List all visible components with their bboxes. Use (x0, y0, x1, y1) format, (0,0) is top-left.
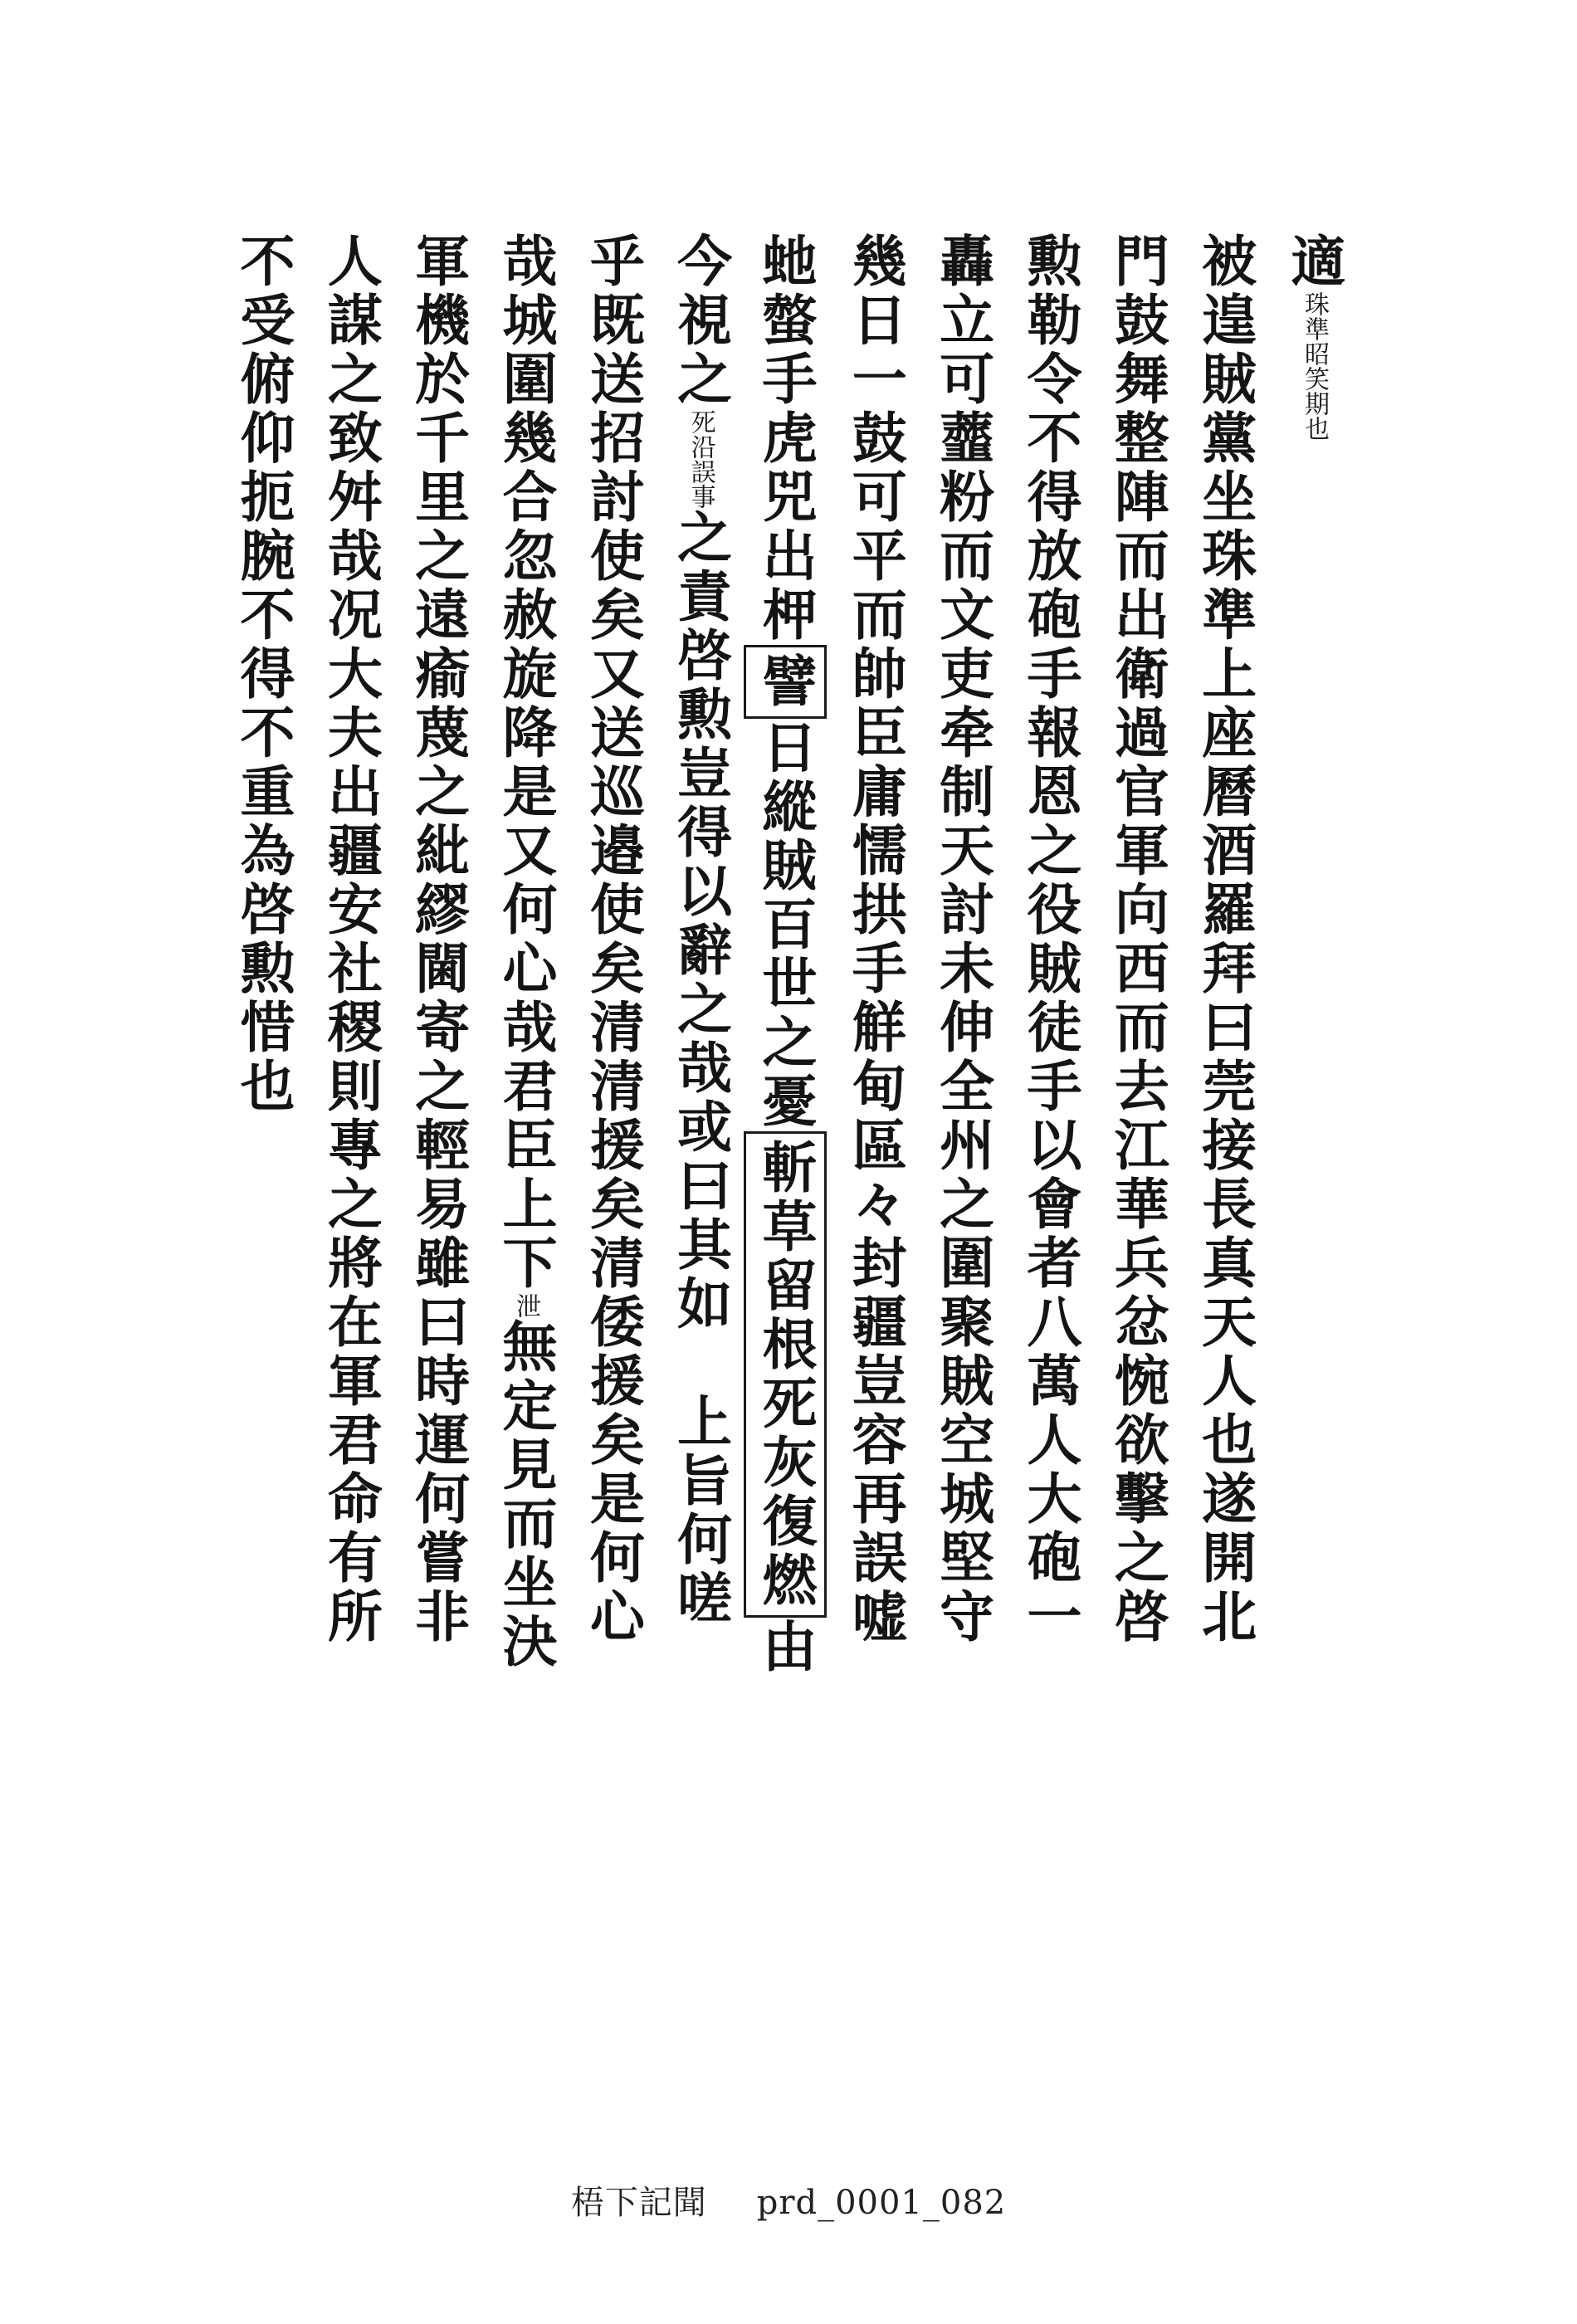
text-column-8 (662, 232, 740, 1859)
column-1-text: 適 (1281, 232, 1346, 291)
text-column-7 (749, 232, 827, 1859)
column-5-text: 轟立可虀粉而文吏牵制天討未伸全州之圍聚賊空城堅守 (930, 232, 995, 1647)
boxed-correction-a: 譬 (744, 645, 827, 719)
column-1-annotation: 珠準昭笑期也 (1299, 291, 1329, 441)
text-column-5 (924, 232, 1002, 1859)
column-10-annotation: 泄 (510, 1293, 540, 1318)
column-13-text: 不受俯仰扼腕不得不重為啓勲惜也 (231, 232, 295, 1116)
column-11-text: 軍機於千里之遠瘉蔑之紕繆閫寄之輕易雖曰時運何嘗非 (405, 232, 471, 1647)
column-10-text-start: 哉城圍幾合忽赦旋降是又何心哉君臣上下 (492, 232, 558, 1293)
text-column-2 (1186, 232, 1264, 1859)
text-column-13 (224, 232, 302, 1859)
column-3-text: 門鼓舞整陣而出衛過官軍向西而去江華兵忿惋欲擊之啓 (1105, 232, 1170, 1647)
column-6-text: 幾日一鼓可平而帥臣庸懦拱手觧甸區々封疆豈容再誤嘘 (842, 232, 908, 1647)
footer-title: 梧下記聞 (570, 2184, 707, 2222)
column-9-text: 乎既送招討使矣又送巡邉使矣清清援矣清倭援矣是何心 (580, 232, 646, 1647)
text-column-4 (1011, 232, 1089, 1859)
column-8-text-start: 今視之 (667, 232, 733, 409)
column-7-text-middle: 日縱賊百世之憂 (752, 719, 818, 1131)
manuscript-text-block (224, 232, 1353, 1859)
column-8-annotation: 死沿誤事 (686, 409, 715, 509)
column-10-text-end: 無定見而坐決 (492, 1318, 558, 1672)
page-footer (0, 2176, 1577, 2224)
text-column-9 (574, 232, 652, 1859)
column-7-text-end: 由 (752, 1618, 818, 1677)
text-column-1 (1273, 232, 1353, 1859)
text-column-12 (311, 232, 389, 1859)
boxed-phrase: 斬草留根死灰復燃 (744, 1131, 827, 1618)
column-7-text-start: 虵螫手虎兕出柙 (752, 232, 818, 645)
column-12-text: 人謀之致舛哉况大夫出疆安社稷則專之將在軍君命有所 (318, 232, 383, 1647)
text-column-11 (399, 232, 477, 1859)
text-column-3 (1098, 232, 1176, 1859)
text-column-6 (836, 232, 914, 1859)
column-2-text: 被遑賊黨坐珠準上座曆酒羅拜曰莞接長真天人也遂開北 (1192, 232, 1257, 1647)
text-column-10 (486, 232, 564, 1859)
column-4-text: 勲勒令不得放砲手報恩之役賊徒手以會者八萬人大砲一 (1017, 232, 1082, 1647)
footer-page-id: prd_0001_082 (756, 2184, 1007, 2222)
column-8-text-end: 之責啓勲豈得以辭之哉或曰其如 上旨何嗟 (667, 509, 733, 1628)
